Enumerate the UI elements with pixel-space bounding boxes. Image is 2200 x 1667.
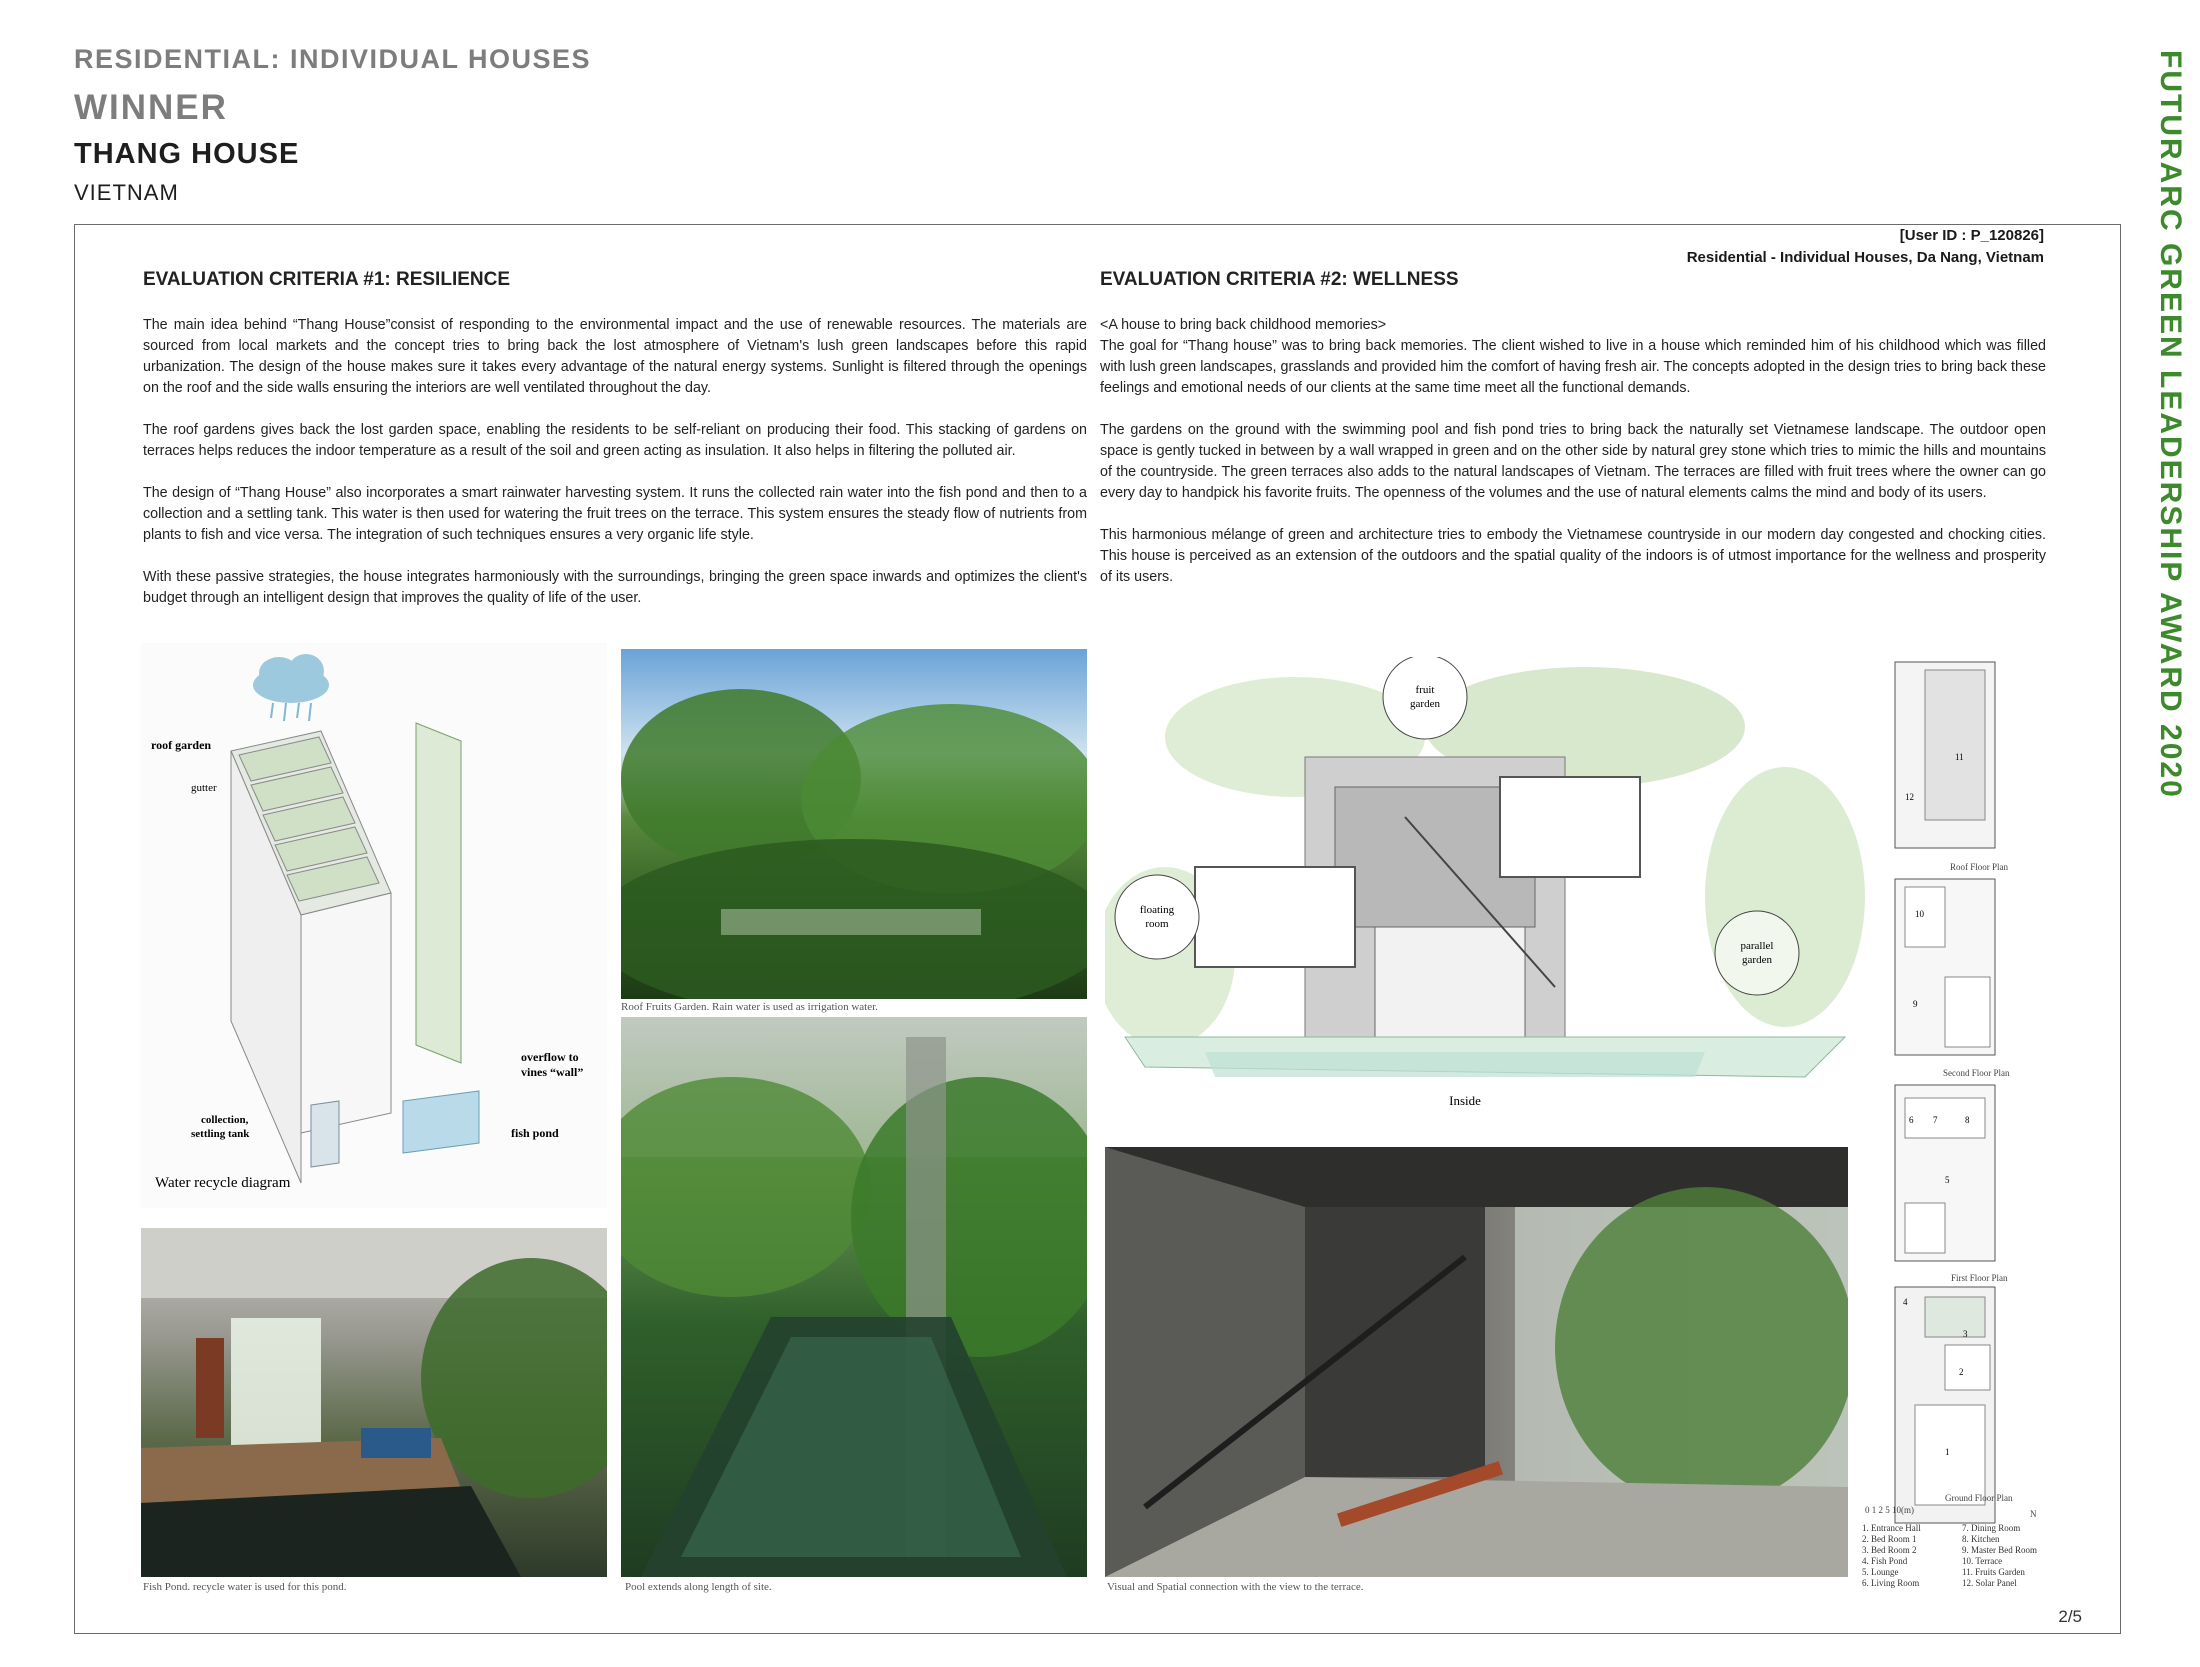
label-fruit-garden-line2: garden xyxy=(1410,698,1440,710)
criteria2-body xyxy=(1100,315,2046,609)
room-number: 9 xyxy=(1913,999,1918,1009)
legend-item: 7. Dining Room xyxy=(1962,1523,2021,1533)
label-fruit-garden-line1: fruit xyxy=(1415,684,1435,696)
room-number: 6 xyxy=(1909,1115,1914,1125)
room-number: 8 xyxy=(1965,1115,1970,1125)
label-collection-line1: collection, xyxy=(201,1114,249,1126)
room-number: 1 xyxy=(1945,1447,1950,1457)
criteria1-paragraph: The design of “Thang House” also incorporates a smart rainwater harvesting system. It runs the collected rain water into the fish pond and then to a collection and a settling tank. This water is then used for watering the fruit trees on the terrace. This system ensures the steady flow of nutrients from plants to fish and vice versa. The integration of such techniques ensures a very organic life style. xyxy=(143,485,1087,543)
water-recycle-diagram xyxy=(141,643,607,1208)
label-overflow-line1: overflow to xyxy=(521,1050,579,1064)
page-number: 2/5 xyxy=(2058,1607,2082,1626)
label-collection-line2: settling tank xyxy=(191,1128,250,1140)
water-diagram-caption: Water recycle diagram xyxy=(155,1175,291,1191)
interior-caption: Visual and Spatial connection with the view to the terrace. xyxy=(1107,1581,1364,1593)
roof-plan-caption: Roof Floor Plan xyxy=(1950,862,2009,872)
label-overflow-line2: vines “wall” xyxy=(521,1065,584,1079)
roof-plan-drawing xyxy=(1885,660,2005,850)
plan-legend-left xyxy=(1862,1523,1962,1589)
roof-garden-photo xyxy=(621,649,1087,999)
legend-item: 3. Bed Room 2 xyxy=(1862,1545,1917,1555)
project-title: THANG HOUSE xyxy=(74,138,300,170)
room-number: 5 xyxy=(1945,1175,1950,1185)
room-number: 7 xyxy=(1933,1115,1938,1125)
section-perspective-drawing xyxy=(1105,657,1865,1127)
fish-pond-photo xyxy=(141,1228,607,1577)
second-plan-caption: Second Floor Plan xyxy=(1943,1068,2010,1078)
criteria1-paragraph: The roof gardens gives back the lost garden space, enabling the residents to be self-reliant on producing their food. This stacking of gardens on terraces helps reduces the indoor temperature as a result of the soil and green acting as insulation. It also helps in filtering the polluted air. xyxy=(143,422,1087,459)
room-number: 2 xyxy=(1959,1367,1964,1377)
label-parallel-garden-line2: garden xyxy=(1742,954,1772,966)
legend-item: 8. Kitchen xyxy=(1962,1534,2000,1544)
award-side-title-text: FUTURARC GREEN LEADERSHIP AWARD 2020 xyxy=(2154,50,2187,799)
ground-plan-caption: Ground Floor Plan xyxy=(1945,1493,2013,1503)
second-plan-drawing xyxy=(1885,877,2005,1057)
scale-bar: 0 1 2 5 10(m) xyxy=(1865,1505,1914,1515)
legend-item: 6. Living Room xyxy=(1862,1578,1920,1588)
legend-item: 2. Bed Room 1 xyxy=(1862,1534,1917,1544)
user-id: [User ID : P_120826] xyxy=(1899,227,2044,244)
roof-floor-plan xyxy=(1885,660,2005,850)
criteria2-subtitle: <A house to bring back childhood memories> xyxy=(1100,317,1387,333)
section-perspective xyxy=(1105,657,1865,1127)
pool-photo xyxy=(621,1017,1087,1577)
award-level: WINNER xyxy=(74,88,228,127)
room-number: 3 xyxy=(1963,1329,1968,1339)
legend-item: 5. Lounge xyxy=(1862,1567,1899,1577)
project-location: Residential - Individual Houses, Da Nang, Vietnam xyxy=(1686,249,2044,266)
project-country: VIETNAM xyxy=(74,180,179,205)
legend-item: 10. Terrace xyxy=(1962,1556,2003,1566)
ground-plan-drawing xyxy=(1885,1285,2005,1525)
legend-item: 9. Master Bed Room xyxy=(1962,1545,2037,1555)
room-number: 12 xyxy=(1905,792,1914,802)
north-arrow-icon: N xyxy=(2030,1509,2037,1519)
roof-garden-foliage xyxy=(621,649,1087,999)
label-floating-room-line2: room xyxy=(1145,918,1169,930)
roof-garden-caption: Roof Fruits Garden. Rain water is used as irrigation water. xyxy=(621,1001,878,1013)
second-floor-plan xyxy=(1885,877,2005,1057)
criteria2-paragraph: The gardens on the ground with the swimming pool and fish pond tries to bring back the naturally set Vietnamese landscape. The outdoor open space is gently tucked in between by a wall wrapped in green and on the other side by natural grey stone which tries to mimic the hills and mountains of the countryside. The green terraces also adds to the natural landscapes of Vietnam. The terraces are filled with fruit trees where the owner can go every day to handpick his favorite fruits. The openness of the volumes and the use of natural elements calms the mind and body of its users. xyxy=(1100,422,2046,501)
rain-cloud-icon xyxy=(253,654,329,721)
first-plan-drawing xyxy=(1885,1083,2005,1263)
room-number: 11 xyxy=(1955,752,1964,762)
interior-scene xyxy=(1105,1147,1848,1577)
first-floor-plan xyxy=(1885,1083,2005,1263)
fish-pond-caption: Fish Pond. recycle water is used for this pond. xyxy=(143,1581,347,1593)
legend-item: 11. Fruits Garden xyxy=(1962,1567,2025,1577)
criteria1-title: EVALUATION CRITERIA #1: RESILIENCE xyxy=(143,269,511,290)
pool-caption: Pool extends along length of site. xyxy=(625,1581,772,1593)
water-recycle-drawing xyxy=(141,643,607,1208)
ground-floor-plan xyxy=(1885,1285,2005,1525)
presentation-board xyxy=(74,224,2121,1634)
legend-item: 1. Entrance Hall xyxy=(1862,1523,1921,1533)
label-roof-garden: roof garden xyxy=(151,738,212,752)
label-floating-room-line1: floating xyxy=(1139,904,1175,916)
legend-item: 4. Fish Pond xyxy=(1862,1556,1908,1566)
interior-photo xyxy=(1105,1147,1848,1577)
category-heading: RESIDENTIAL: INDIVIDUAL HOUSES xyxy=(74,44,592,74)
label-fish-pond: fish pond xyxy=(511,1126,559,1140)
room-number: 10 xyxy=(1915,909,1924,919)
label-gutter: gutter xyxy=(191,782,217,794)
plan-legend-right xyxy=(1962,1523,2072,1589)
label-inside: Inside xyxy=(1449,1093,1481,1108)
criteria2-paragraph: This harmonious mélange of green and architecture tries to embody the Vietnamese countryside in our modern day congested and chocking cities. This house is perceived as an extension of the outdoors and the spatial quality of the indoors is of utmost importance for the wellness and prosperity of its users. xyxy=(1100,527,2046,585)
room-number: 4 xyxy=(1903,1297,1908,1307)
first-plan-caption: First Floor Plan xyxy=(1951,1273,2008,1283)
award-side-title xyxy=(2150,50,2190,890)
legend-item: 12. Solar Panel xyxy=(1962,1578,2017,1588)
fish-pond-scene xyxy=(141,1228,607,1577)
pool-scene xyxy=(621,1017,1087,1577)
criteria1-paragraph: The main idea behind “Thang House”consist of responding to the environmental impact and the use of renewable resources. The materials are sourced from local markets and the concept tries to bring back the lost atmosphere of Vietnam's lush green landscapes before this rapid urbanization. The design of the house makes sure it takes every advantage of the natural energy systems. Sunlight is filtered through the openings on the roof and the side walls ensuring the interiors are well ventilated throughout the day. xyxy=(143,317,1087,396)
criteria1-body xyxy=(143,315,1087,630)
criteria1-paragraph: With these passive strategies, the house integrates harmoniously with the surroundings, bringing the green space inwards and optimizes the client's budget through an intelligent design that improves the quality of life of the user. xyxy=(143,569,1087,606)
label-parallel-garden-line1: parallel xyxy=(1740,940,1774,952)
criteria2-title: EVALUATION CRITERIA #2: WELLNESS xyxy=(1100,269,1459,290)
criteria2-paragraph: The goal for “Thang house” was to bring back memories. The client wished to live in a house which reminded him of his childhood which was filled with lush green landscapes, grasslands and provided him the comfort of having fresh air. The concepts adopted in the design tries to bring back these feelings and emotional needs of our clients at the same time meet all the functional demands. xyxy=(1100,338,2046,396)
